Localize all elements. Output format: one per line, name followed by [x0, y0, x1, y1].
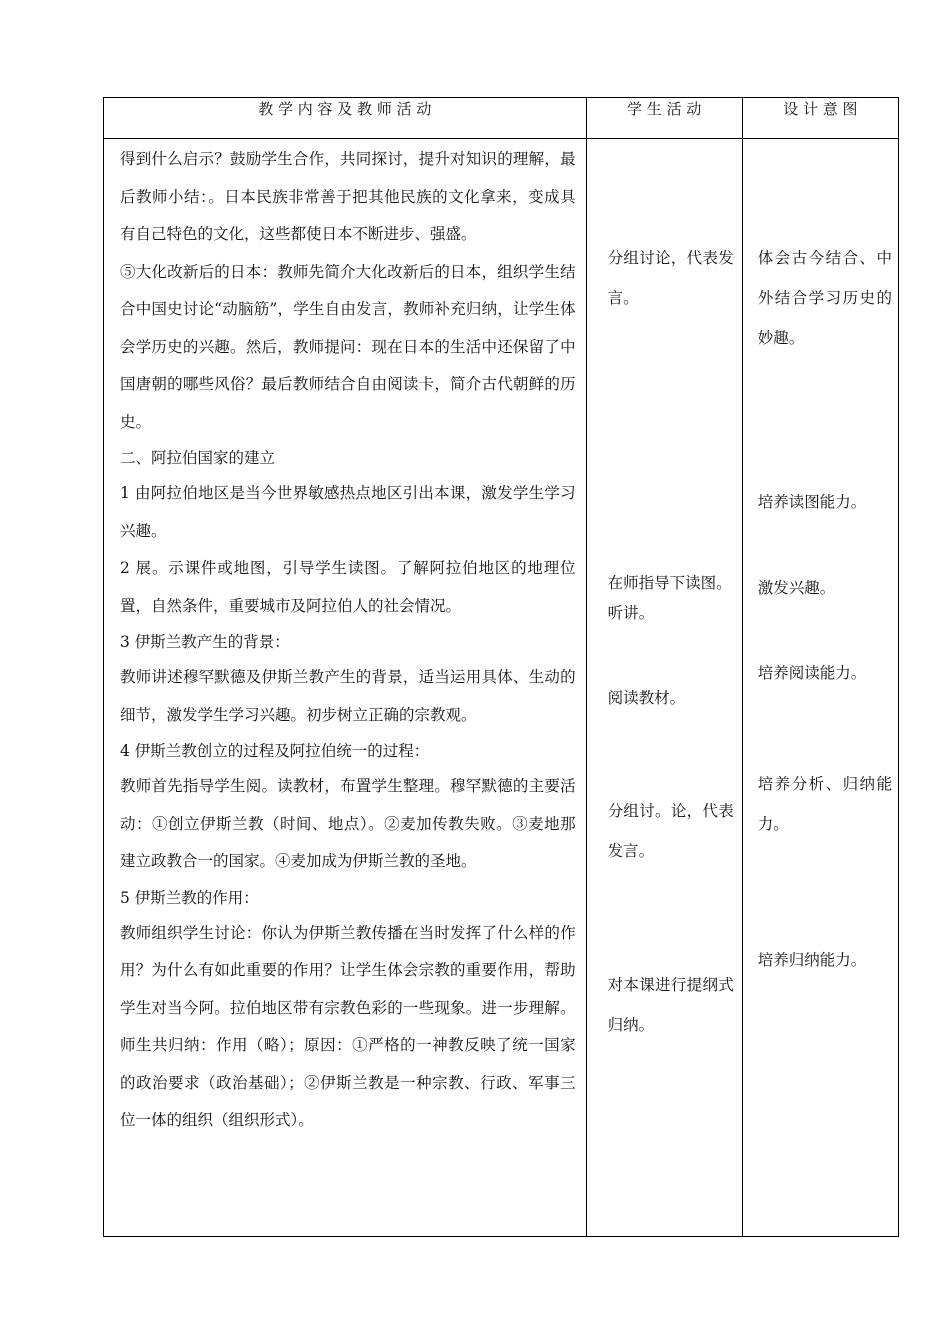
student-activity-item: 阅读教材。 [607, 689, 686, 707]
student-activity-item: 听讲。 [607, 604, 655, 622]
student-activity-item: 分组讨论，代表发言。 [607, 249, 734, 307]
student-activity-item: 在师指导下读图。 [607, 574, 732, 592]
header-teacher-activity: 教 学 内 容 及 教 师 活 动 [104, 98, 587, 139]
lesson-plan-table [103, 97, 899, 1237]
section-heading: 二、阿拉伯国家的建立 [120, 449, 276, 467]
paragraph: 1 由阿拉伯地区是当今世界敏感热点地区引出本课，激发学生学习兴趣。 [120, 484, 576, 540]
paragraph: 得到什么启示？鼓励学生合作，共同探讨，提升对知识的理解，最后教师小结：。日本民族非常善于把其他民族的文化拿来，变成具有自己特色的文化，这些都使日本不断进步、强盛。 [120, 150, 576, 243]
paragraph: 教师讲述穆罕默德及伊斯兰教产生的背景，适当运用具体、生动的细节，激发学生学习兴趣。初步树立正确的宗教观。 [120, 668, 576, 724]
paragraph: 教师首先指导学生阅。读教材，布置学生整理。穆罕默德的主要活动：①创立伊斯兰教（时间、地点）。②麦加传教失败。③麦地那建立政教合一的国家。④麦加成为伊斯兰教的圣地。 [120, 777, 576, 870]
paragraph: ⑤大化改新后的日本：教师先简介大化改新后的日本，组织学生结合中国史讨论“动脑筋”，学生自由发言，教师补充归纳，让学生体会学历史的兴趣。然后，教师提问：现在日本的生活中还保留了中国唐朝的哪些风俗？最后教师结合自由阅读卡，简介古代朝鲜的历史。 [120, 262, 576, 431]
design-intent-item: 培养归纳能力。 [757, 951, 867, 969]
design-intent-item: 培养分析、归纳能力。 [757, 775, 892, 833]
teacher-activity-cell [104, 139, 587, 1237]
header-student-activity: 学 生 活 动 [586, 98, 742, 139]
header-design-intent: 设 计 意 图 [742, 98, 898, 139]
student-activity-cell [586, 139, 742, 1237]
paragraph: 3 伊斯兰教产生的背景： [120, 633, 290, 651]
design-intent-item: 培养读图能力。 [757, 493, 867, 511]
student-activity-item: 分组讨。论，代表发言。 [607, 802, 734, 860]
table-header-row [104, 98, 899, 139]
table-body-row [104, 139, 899, 1237]
paragraph: 5 伊斯兰教的作用： [120, 888, 259, 907]
design-intent-cell [742, 139, 898, 1237]
design-intent-item: 体会古今结合、中外结合学习历史的妙趣。 [757, 249, 892, 347]
student-activity-item: 对本课进行提纲式归纳。 [607, 976, 734, 1034]
paragraph: 4 伊斯兰教创立的过程及阿拉伯统一的过程： [120, 742, 430, 760]
paragraph: 2 展。示课件或地图，引导学生读图。了解阿拉伯地区的地理位置，自然条件，重要城市及阿拉伯人的社会情况。 [120, 559, 576, 615]
design-intent-item: 培养阅读能力。 [757, 664, 867, 682]
paragraph: 教师组织学生讨论：你认为伊斯兰教传播在当时发挥了什么样的作用？为什么有如此重要的作用？让学生体会宗教的重要作用，帮助学生对当今阿。拉伯地区带有宗教色彩的一些现象。进一步理解。师生共归纳：作用（略）；原因：①严格的一神教反映了统一国家的政治要求（政治基础）；②伊斯兰教是一种宗教、行政、军事三位一体的组织（组织形式）。 [120, 923, 576, 1129]
design-intent-item: 激发兴趣。 [757, 579, 836, 597]
